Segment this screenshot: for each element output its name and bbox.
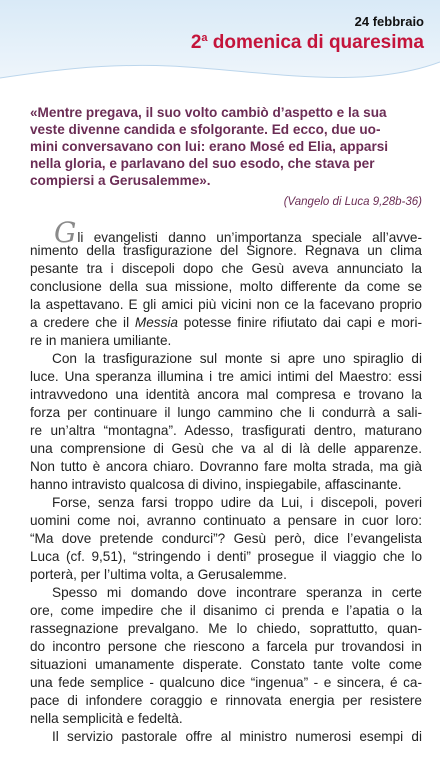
body-line: forza per continuare il lungo cammino che li condurrà a sali- xyxy=(30,405,422,420)
body-line: uomini come noi, avranno continuato a pensare in cuor loro: xyxy=(30,513,422,528)
quote-line: «Mentre pregava, il suo volto cambiò d’aspetto e la sua xyxy=(30,105,387,120)
body-line: nimento della trasfigurazione del Signore. Regnava un clima xyxy=(30,243,422,258)
title-text: domenica di quaresima xyxy=(207,32,424,53)
body-line: porterà, per l’ultima volta, a Gerusalemme. xyxy=(30,567,287,582)
body-line: Gli evangelisti danno un’importanza speciale all’avve- xyxy=(30,224,422,242)
article-body xyxy=(30,216,423,746)
body-line: pace di infondere coraggio e rinnovata energia per resistere xyxy=(30,693,422,708)
body-line: la aspettavano. E gli amici più vicini non ce la facevano proprio xyxy=(30,297,422,312)
body-line: ore, come impedire che il disanimo ci prenda e l’apatia o la xyxy=(30,603,422,618)
body-line: Il servizio pastorale offre al ministro numerosi esempi di xyxy=(52,729,422,744)
title-superscript: a xyxy=(201,32,208,44)
quote-source: (Vangelo di Luca 9,28b-36) xyxy=(283,196,422,208)
quote-line: nella gloria, e parlavano del suo esodo, che stava per xyxy=(30,156,375,171)
body-line: hanno intravisto qualcosa di divino, inspiegabile, affascinante. xyxy=(30,477,402,492)
body-line: do incontro persone che riescono a farcela pur trovandosi in xyxy=(30,639,422,654)
quote-line: mini conversavano con lui: erano Mosé ed Elia, apparsi xyxy=(30,139,389,154)
body-line: Con la trasfigurazione sul monte si apre uno spiraglio di xyxy=(52,351,422,366)
body-line: nella semplicità e fedeltà. xyxy=(30,711,183,726)
body-line: una comprensione di Gesù che va al di là delle apparenze. xyxy=(30,441,422,456)
quote-line: compiersi a Gerusalemme». xyxy=(30,173,211,188)
body-line: conclusione della sua missione, molto differente da come se xyxy=(30,279,422,294)
body-line: situazioni umanamente disperate. Constato tante volte come xyxy=(30,657,422,672)
body-line: re in maniera umiliante. xyxy=(30,333,172,348)
gospel-quote xyxy=(30,104,422,189)
body-line: Spesso mi domando dove incontrare speranza in certe xyxy=(52,585,422,600)
quote-line: veste divenne candida e sfolgorante. Ed ecco, due uo- xyxy=(30,122,381,137)
body-line: Forse, senza farsi troppo udire da Lui, i discepoli, poveri xyxy=(52,495,422,510)
body-line: pesante tra i discepoli dopo che Gesù aveva annunciato la xyxy=(30,261,422,276)
body-line: Luca (cf. 9,51), “stringendo i denti” prosegue il viaggio che lo xyxy=(30,549,422,564)
body-line: Non tutto è ancora chiaro. Dovranno fare molta strada, ma già xyxy=(30,459,422,474)
body-line: luce. Una speranza illumina i tre amici intimi del Maestro: essi xyxy=(30,369,422,384)
date-label: 24 febbraio xyxy=(354,14,424,29)
body-line: re un’altra “montagna”. Adesso, trasfigurati dentro, maturano xyxy=(30,423,422,438)
title-number: 2 xyxy=(190,32,202,53)
body-line: rassegnazione prevalgano. Me lo chiedo, soprattutto, quan- xyxy=(30,621,422,636)
page-title xyxy=(191,32,424,54)
body-line: a credere che il Messia potesse finire rifiutato dai capi e mori- xyxy=(30,315,423,330)
body-line: intravvedono una identità ancora mal compresa e trovano la xyxy=(30,387,422,402)
body-line: una fede semplice - qualcuno dice “ingenua” - e sincera, é ca- xyxy=(30,675,422,690)
drop-cap: G xyxy=(54,216,77,249)
emphasis-messia: Messia xyxy=(134,315,178,330)
body-line: “Ma dove pretende condurci”? Gesù però, dice l’evangelista xyxy=(30,531,422,546)
